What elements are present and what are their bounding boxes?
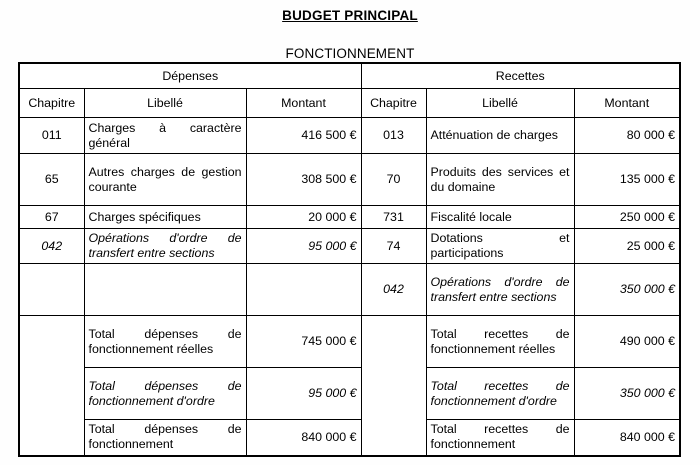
table-row (19, 264, 680, 316)
budget-table-container (18, 62, 679, 457)
cell-chapitre-empty (19, 264, 84, 316)
cell-chapitre: 011 (19, 118, 84, 154)
cell-montant: 135 000 € (574, 154, 680, 206)
table-total-row (19, 368, 680, 420)
cell-libelle: Produits des services et du domaine (426, 154, 574, 206)
cell-total-montant: 745 000 € (246, 316, 361, 368)
cell-montant: 308 500 € (246, 154, 361, 206)
cell-total-montant: 490 000 € (574, 316, 680, 368)
cell-libelle: Atténuation de charges (426, 118, 574, 154)
cell-chapitre: 70 (361, 154, 426, 206)
cell-chapitre: 013 (361, 118, 426, 154)
cell-chapitre: 731 (361, 206, 426, 229)
cell-montant: 416 500 € (246, 118, 361, 154)
cell-total-libelle: Total dépenses de fonctionnement d'ordre (84, 368, 246, 420)
budget-table (18, 62, 681, 457)
cell-libelle: Dotations et participations (426, 229, 574, 264)
table-section-header-row (19, 63, 680, 89)
page-subtitle: FONCTIONNEMENT (285, 46, 415, 61)
cell-chapitre: 65 (19, 154, 84, 206)
cell-libelle: Opérations d'ordre de transfert entre sections (84, 229, 246, 264)
cell-libelle: Fiscalité locale (426, 206, 574, 229)
cell-total-libelle: Total dépenses de fonctionnement (84, 420, 246, 456)
cell-montant: 250 000 € (574, 206, 680, 229)
column-header-chapitre-depenses: Chapitre (19, 89, 84, 118)
cell-total-libelle: Total recettes de fonctionnement réelles (426, 316, 574, 368)
cell-chapitre: 042 (361, 264, 426, 316)
cell-chapitre: 67 (19, 206, 84, 229)
cell-libelle: Charges spécifiques (84, 206, 246, 229)
cell-total-libelle: Total dépenses de fonctionnement réelles (84, 316, 246, 368)
column-header-libelle-recettes: Libellé (426, 89, 574, 118)
column-header-chapitre-recettes: Chapitre (361, 89, 426, 118)
table-total-row (19, 420, 680, 456)
column-header-montant-depenses: Montant (246, 89, 361, 118)
cell-chapitre: 042 (19, 229, 84, 264)
cell-libelle: Charges à caractère général (84, 118, 246, 154)
table-row (19, 206, 680, 229)
cell-libelle-empty (84, 264, 246, 316)
cell-montant: 350 000 € (574, 264, 680, 316)
table-row (19, 154, 680, 206)
cell-chapitre: 74 (361, 229, 426, 264)
cell-total-montant: 840 000 € (574, 420, 680, 456)
section-header-recettes: Recettes (361, 63, 680, 89)
section-header-depenses: Dépenses (19, 63, 361, 89)
page-title: BUDGET PRINCIPAL (282, 8, 418, 23)
cell-total-libelle: Total recettes de fonctionnement (426, 420, 574, 456)
cell-total-montant: 840 000 € (246, 420, 361, 456)
cell-montant: 20 000 € (246, 206, 361, 229)
cell-montant: 95 000 € (246, 229, 361, 264)
table-row (19, 229, 680, 264)
cell-total-montant: 350 000 € (574, 368, 680, 420)
cell-chapitre-totals-merged-recettes (361, 316, 426, 456)
cell-chapitre-totals-merged-depenses (19, 316, 84, 456)
table-total-row (19, 316, 680, 368)
cell-total-montant: 95 000 € (246, 368, 361, 420)
table-row (19, 118, 680, 154)
table-column-header-row (19, 89, 680, 118)
cell-libelle: Opérations d'ordre de transfert entre sections (426, 264, 574, 316)
cell-montant: 80 000 € (574, 118, 680, 154)
cell-libelle: Autres charges de gestion courante (84, 154, 246, 206)
column-header-montant-recettes: Montant (574, 89, 680, 118)
column-header-libelle-depenses: Libellé (84, 89, 246, 118)
cell-montant-empty (246, 264, 361, 316)
cell-montant: 25 000 € (574, 229, 680, 264)
cell-total-libelle: Total recettes de fonctionnement d'ordre (426, 368, 574, 420)
